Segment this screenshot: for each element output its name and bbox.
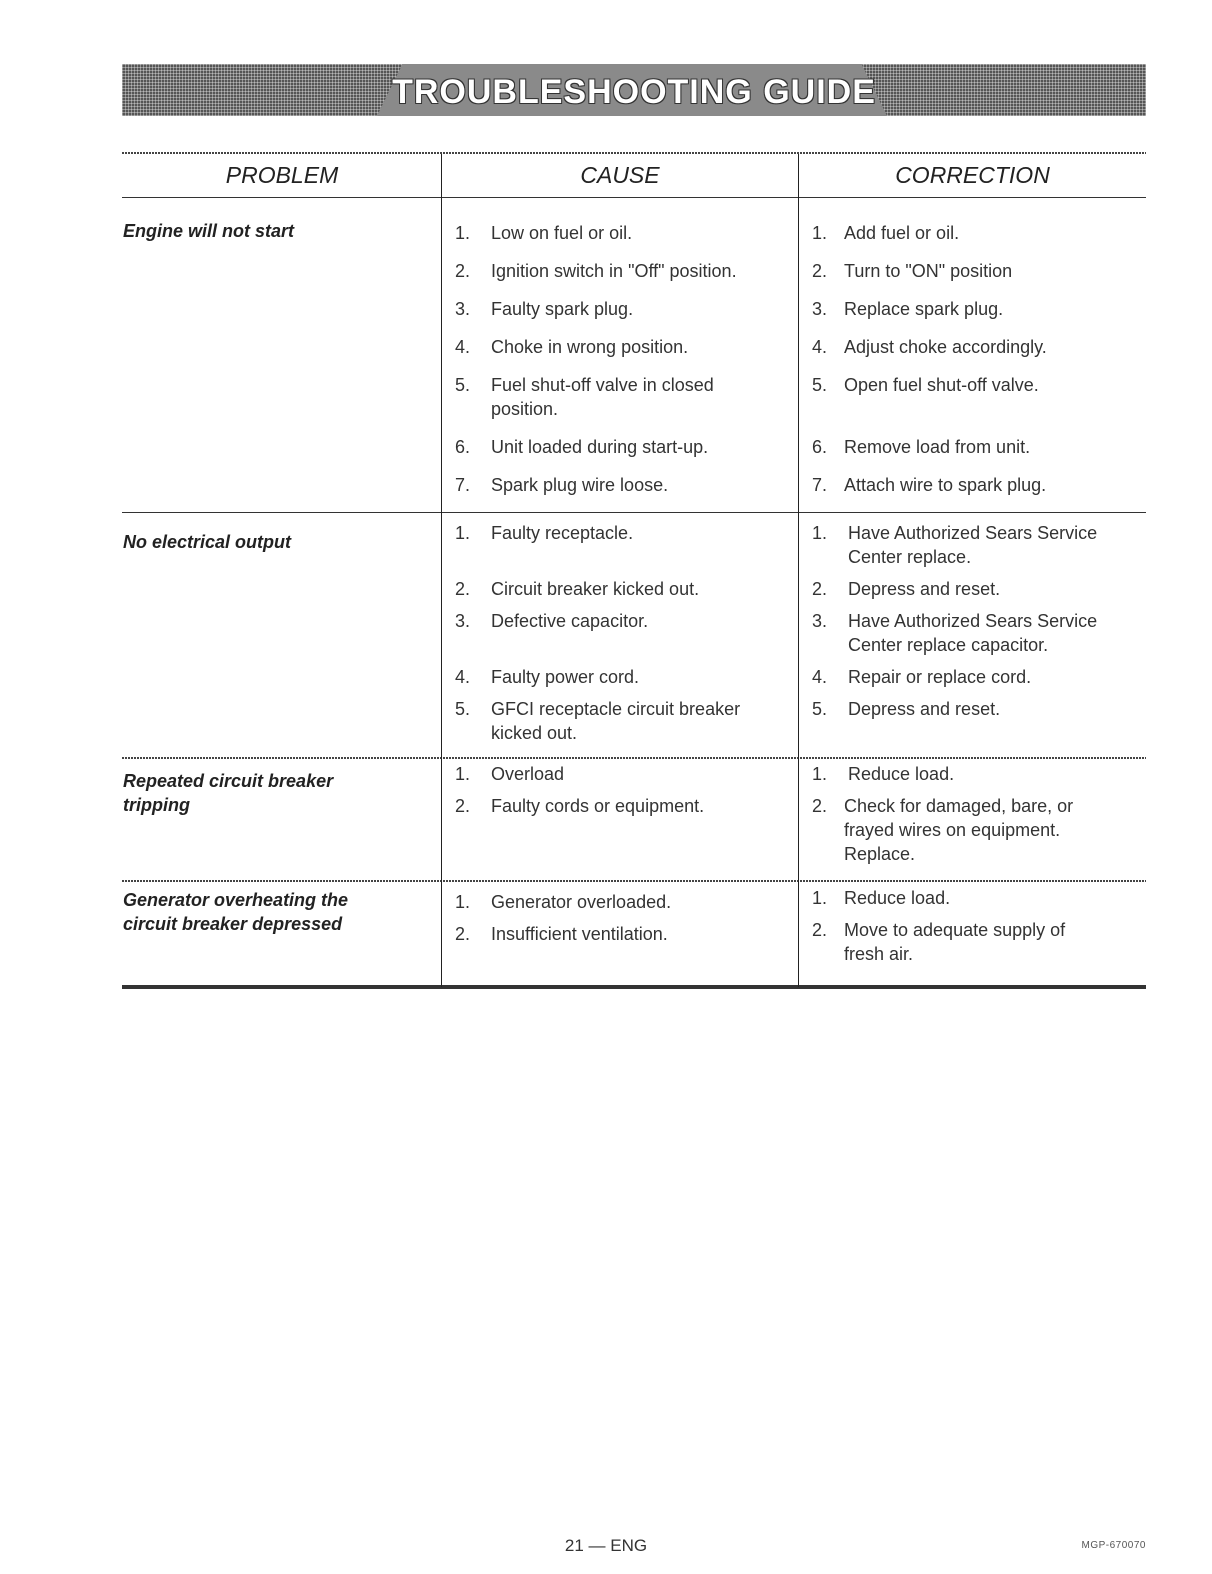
- correction-number: 2.: [812, 796, 828, 816]
- cause-number: 3.: [455, 299, 471, 319]
- correction-text: Remove load from unit.: [844, 437, 1031, 457]
- cause-text: Faulty receptacle.: [491, 523, 634, 543]
- document-code: MGP-670070: [1081, 1540, 1146, 1551]
- cause-text: Defective capacitor.: [491, 611, 649, 631]
- cause-text: Unit loaded during start-up.: [491, 437, 709, 457]
- title-banner: [122, 64, 1146, 116]
- correction-number: 7.: [812, 475, 828, 495]
- cause-number: 1.: [455, 223, 471, 243]
- cause-text: Faulty power cord.: [491, 667, 640, 687]
- correction-number: 5.: [812, 699, 828, 719]
- table-top-rule: [122, 152, 1146, 154]
- correction-item: [812, 259, 1142, 283]
- cause-number: 5.: [455, 375, 471, 395]
- cause-item: [455, 762, 785, 786]
- correction-number: 2.: [812, 261, 828, 281]
- cause-item: [455, 922, 785, 946]
- correction-text: Check for damaged, bare, or frayed wires on equipment. Replace.: [844, 796, 1074, 864]
- row-divider: [122, 757, 1146, 759]
- column-divider: [441, 154, 442, 987]
- header-correction: CORRECTION: [895, 162, 1050, 188]
- correction-text: Add fuel or oil.: [844, 223, 960, 243]
- correction-text: Have Authorized Sears Service Center replace capacitor.: [848, 611, 1098, 655]
- correction-item: [812, 435, 1142, 459]
- correction-item: [812, 221, 1142, 245]
- correction-item: [812, 473, 1142, 497]
- cause-text: Faulty cords or equipment.: [491, 796, 705, 816]
- correction-number: 5.: [812, 375, 828, 395]
- table-bottom-rule: [122, 985, 1146, 989]
- problem-repeated-circuit-breaker-tripping: Repeated circuit breaker tripping: [123, 771, 334, 815]
- cause-number: 2.: [455, 924, 471, 944]
- cause-text: Faulty spark plug.: [491, 299, 634, 319]
- correction-number: 1.: [812, 523, 828, 543]
- correction-item: [812, 697, 1142, 721]
- cause-number: 1.: [455, 523, 471, 543]
- correction-number: 6.: [812, 437, 828, 457]
- correction-text: Attach wire to spark plug.: [844, 475, 1047, 495]
- cause-number: 1.: [455, 764, 471, 784]
- problem-engine-will-not-start: Engine will not start: [123, 221, 295, 241]
- correction-text: Depress and reset.: [848, 579, 1001, 599]
- cause-item: [455, 609, 785, 633]
- correction-item: [812, 521, 1128, 569]
- cause-number: 3.: [455, 611, 471, 631]
- correction-item: [812, 762, 1142, 786]
- cause-number: 6.: [455, 437, 471, 457]
- correction-text: Repair or replace cord.: [848, 667, 1032, 687]
- cause-number: 4.: [455, 337, 471, 357]
- column-divider: [798, 154, 799, 987]
- cause-text: Choke in wrong position.: [491, 337, 689, 357]
- correction-item: [812, 297, 1142, 321]
- correction-number: 4.: [812, 667, 828, 687]
- correction-item: [812, 577, 1142, 601]
- cause-number: 2.: [455, 261, 471, 281]
- cause-item: [455, 221, 785, 245]
- page-title: TROUBLESHOOTING GUIDE: [392, 73, 876, 111]
- cause-item: [455, 577, 785, 601]
- correction-item: [812, 373, 1142, 397]
- header-cause: CAUSE: [580, 162, 660, 188]
- correction-item: [812, 335, 1142, 359]
- problem-no-electrical-output: No electrical output: [123, 532, 292, 552]
- cause-number: 2.: [455, 579, 471, 599]
- cause-text: Insufficient ventilation.: [491, 924, 668, 944]
- problem-generator-overheating: Generator overheating the circuit breaker depressed: [123, 890, 349, 934]
- correction-item: [812, 918, 1102, 966]
- cause-item: [455, 373, 755, 421]
- correction-number: 3.: [812, 611, 828, 631]
- cause-number: 5.: [455, 699, 471, 719]
- cause-number: 7.: [455, 475, 471, 495]
- cause-item: [455, 259, 785, 283]
- header-problem: PROBLEM: [225, 162, 339, 188]
- correction-text: Turn to "ON" position: [844, 261, 1013, 281]
- correction-number: 2.: [812, 920, 828, 940]
- header-bottom-rule: [122, 197, 1146, 198]
- correction-text: Reduce load.: [848, 764, 955, 784]
- correction-text: Reduce load.: [844, 888, 951, 908]
- cause-item: [455, 473, 785, 497]
- cause-number: 2.: [455, 796, 471, 816]
- correction-number: 1.: [812, 764, 828, 784]
- cause-text: Fuel shut-off valve in closed position.: [491, 375, 714, 419]
- correction-text: Depress and reset.: [848, 699, 1001, 719]
- cause-text: Low on fuel or oil.: [491, 223, 633, 243]
- correction-text: Open fuel shut-off valve.: [844, 375, 1039, 395]
- correction-text: Replace spark plug.: [844, 299, 1004, 319]
- correction-text: Have Authorized Sears Service Center replace.: [848, 523, 1098, 567]
- cause-item: [455, 521, 785, 545]
- cause-item: [455, 335, 785, 359]
- cause-text: Overload: [491, 764, 565, 784]
- correction-text: Adjust choke accordingly.: [844, 337, 1047, 357]
- cause-text: Generator overloaded.: [491, 892, 672, 912]
- correction-text: Move to adequate supply of fresh air.: [844, 920, 1066, 964]
- cause-text: Spark plug wire loose.: [491, 475, 669, 495]
- correction-number: 1.: [812, 223, 828, 243]
- correction-number: 2.: [812, 579, 828, 599]
- correction-number: 3.: [812, 299, 828, 319]
- cause-item: [455, 890, 785, 914]
- cause-item: [455, 297, 785, 321]
- correction-item: [812, 794, 1112, 866]
- row-divider: [122, 512, 1146, 513]
- cause-item: [455, 665, 785, 689]
- cause-number: 4.: [455, 667, 471, 687]
- correction-item: [812, 609, 1128, 657]
- page-number: 21 — ENG: [564, 1536, 648, 1555]
- correction-item: [812, 665, 1142, 689]
- cause-text: Circuit breaker kicked out.: [491, 579, 700, 599]
- cause-text: GFCI receptacle circuit breaker kicked out.: [491, 699, 741, 743]
- correction-number: 4.: [812, 337, 828, 357]
- cause-item: [455, 697, 775, 745]
- cause-number: 1.: [455, 892, 471, 912]
- row-divider: [122, 880, 1146, 882]
- cause-text: Ignition switch in "Off" position.: [491, 261, 737, 281]
- correction-item: [812, 886, 1142, 910]
- cause-item: [455, 435, 785, 459]
- correction-number: 1.: [812, 888, 828, 908]
- cause-item: [455, 794, 785, 818]
